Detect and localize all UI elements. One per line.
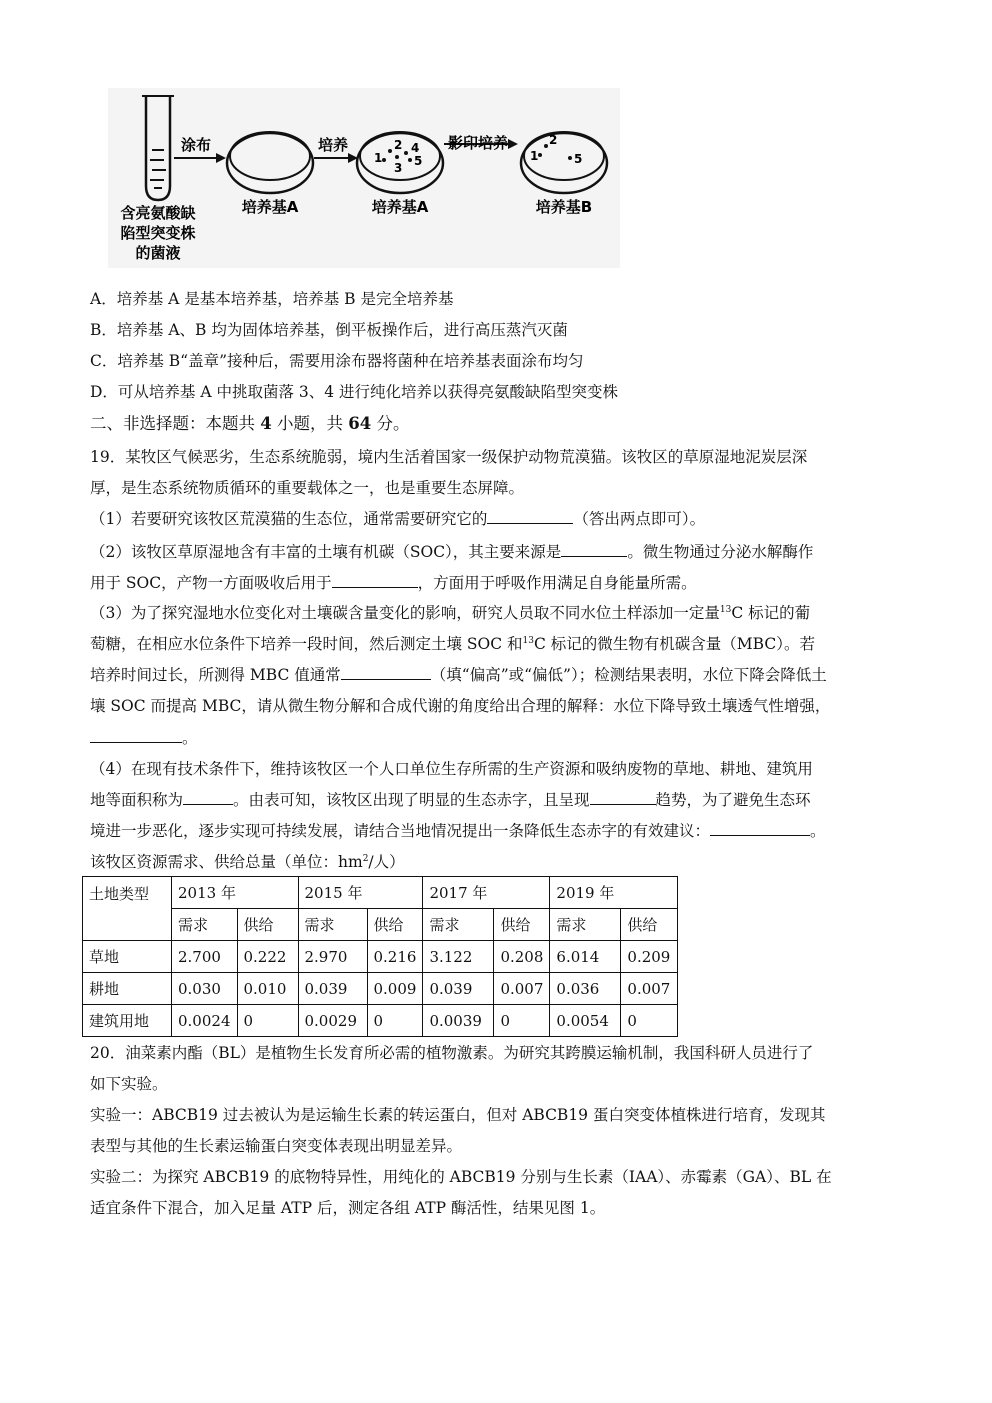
replica-plating-figure (108, 88, 620, 268)
dish2-colony-3: 3 (394, 161, 403, 175)
dish2-colony-1: 1 (374, 151, 383, 165)
q20-line-4: 表型与其他的生长素运输蛋白突变体表现出明显差异。 (90, 1137, 463, 1155)
table-cell: 0.222 (237, 941, 298, 973)
q19-p3e-text: 。 (182, 729, 198, 747)
table-title-text: 该牧区资源需求、供给总量（单位：hm (90, 853, 363, 871)
table-cell: 0.007 (494, 973, 550, 1005)
table-title-end: /人） (368, 853, 405, 871)
q19-part3-line3 (90, 665, 827, 685)
figure-svg (108, 88, 620, 268)
isotope-sup-2: 13 (522, 636, 534, 646)
table-cell: 0 (367, 1005, 423, 1037)
unit-sup: 2 (362, 854, 369, 864)
table-row (83, 973, 678, 1005)
table-cell: 0 (494, 1005, 550, 1037)
q19-p3b-text-end: C 标记的微生物有机碳含量（MBC）。若 (534, 635, 815, 653)
q19-p3-text: （3）为了探究湿地水位变化对土壤碳含量变化的影响，研究人员取不同水位土样添加一定量 (90, 604, 720, 622)
q19-part3-line1 (90, 603, 810, 623)
dish3-colony-5: 5 (574, 152, 583, 166)
table-cell: 6.014 (550, 941, 621, 973)
q19-p4b-text-2: 。由表可知，该牧区出现了明显的生态赤字，且呈现 (233, 791, 590, 809)
section-score: 64 (348, 414, 372, 433)
answer-blank-8[interactable] (710, 821, 810, 836)
dish2-colony-2: 2 (394, 138, 403, 152)
table-cell: 0.039 (423, 973, 494, 1005)
q20-line-3: 实验一：ABCB19 过去被认为是运输生长素的转运蛋白，但对 ABCB19 蛋白突变体植株进行培育，发现其 (90, 1106, 826, 1124)
q19-intro-2: 厚，是生态系统物质循环的重要载体之一，也是重要生态屏障。 (90, 479, 525, 497)
table-title (90, 852, 405, 872)
q19-p2-text-c: 用于 SOC，产物一方面吸收后用于 (90, 574, 332, 592)
tube-caption-2: 陷型突变株 (120, 224, 196, 242)
q19-p1-text: （1）若要研究该牧区荒漠猫的生态位，通常需要研究它的 (90, 510, 488, 528)
table-cell: 0.209 (621, 941, 678, 973)
table-cell: 0.0024 (172, 1005, 238, 1037)
table-corner-cell: 土地类型 (83, 877, 172, 941)
row-label: 耕地 (83, 973, 172, 1005)
table-cell: 0.0029 (298, 1005, 367, 1037)
table-cell: 2.700 (172, 941, 238, 973)
year-header: 2019 年 (550, 877, 678, 909)
q19-part1 (90, 509, 705, 529)
section-mid: 小题，共 (271, 414, 349, 433)
section-count: 4 (260, 414, 272, 433)
answer-blank-1[interactable] (487, 509, 573, 524)
q19-part3-line2 (90, 634, 815, 654)
q19-p4c-text-end: 。 (810, 822, 826, 840)
resource-table (82, 876, 678, 1037)
q19-p3c-text-end: （填“偏高”或“偏低”）；检测结果表明，水位下降会降低土 (430, 666, 827, 684)
q19-p4b-text: 地等面积称为 (90, 791, 184, 809)
q19-p2-text-d: ，方面用于呼吸作用满足自身能量所需。 (417, 574, 697, 592)
tube-caption-3: 的菌液 (135, 244, 181, 262)
sub-header: 需求 (550, 909, 621, 941)
q19-part4-line1: （4）在现有技术条件下，维持该牧区一个人口单位生存所需的生产资源和吸纳废物的草地、耕地、建筑用 (90, 760, 813, 778)
answer-blank-7[interactable] (590, 790, 656, 805)
q19-p2-text: （2）该牧区草原湿地含有丰富的土壤有机碳（SOC），其主要来源是 (90, 543, 562, 561)
q19-part4-line2 (90, 790, 811, 810)
dish2-colony-5: 5 (414, 154, 423, 168)
table-cell: 0 (621, 1005, 678, 1037)
table-cell: 0.009 (367, 973, 423, 1005)
q19-part4-line3 (90, 821, 826, 841)
year-header: 2013 年 (172, 877, 299, 909)
q19-p3c-text: 培养时间过长，所测得 MBC 值通常 (90, 666, 341, 684)
arrow1-label: 涂布 (180, 136, 212, 154)
sub-header: 需求 (298, 909, 367, 941)
dish3-label: 培养基B (535, 198, 593, 216)
table-subheader-row (83, 909, 678, 941)
sub-header: 需求 (172, 909, 238, 941)
table-cell: 0.036 (550, 973, 621, 1005)
q19-part3-line5 (90, 728, 198, 748)
sub-header: 供给 (621, 909, 678, 941)
option-b: B．培养基 A、B 均为固体培养基，倒平板操作后，进行高压蒸汽灭菌 (90, 321, 568, 339)
table-cell: 0.010 (237, 973, 298, 1005)
table-header-row (83, 877, 678, 909)
sub-header: 供给 (237, 909, 298, 941)
table-cell: 0.039 (298, 973, 367, 1005)
sub-header: 供给 (367, 909, 423, 941)
year-header: 2015 年 (298, 877, 423, 909)
table-cell: 0.216 (367, 941, 423, 973)
q19-p3b-text: 萄糖，在相应水位条件下培养一段时间，然后测定土壤 SOC 和 (90, 635, 523, 653)
section-pre: 二、非选择题：本题共 (90, 414, 261, 433)
sub-header: 供给 (494, 909, 550, 941)
arrow3-label: 影印培养 (447, 134, 509, 152)
tube-caption-1: 含亮氨酸缺 (120, 204, 196, 222)
table-cell: 0.0054 (550, 1005, 621, 1037)
answer-blank-3[interactable] (332, 573, 418, 588)
dish1-label: 培养基A (241, 198, 299, 216)
dish3-colony-2: 2 (549, 133, 558, 147)
table-cell: 0 (237, 1005, 298, 1037)
q20-line-6: 适宜条件下混合，加入足量 ATP 后，测定各组 ATP 酶活性，结果见图 1。 (90, 1199, 606, 1217)
table-cell: 0.030 (172, 973, 238, 1005)
option-c: C．培养基 B“盖章”接种后，需要用涂布器将菌种在培养基表面涂布均匀 (90, 352, 584, 370)
q20-line-5: 实验二：为探究 ABCB19 的底物特异性，用纯化的 ABCB19 分别与生长素（IAA）、赤霉素（GA）、BL 在 (90, 1168, 832, 1186)
dish2-colony-4: 4 (411, 141, 420, 155)
q19-part2-line1 (90, 542, 813, 562)
sub-header: 需求 (423, 909, 494, 941)
dish3-colony-1: 1 (530, 149, 539, 163)
option-a: A．培养基 A 是基本培养基，培养基 B 是完全培养基 (90, 290, 454, 308)
year-header: 2017 年 (423, 877, 550, 909)
q20-line-2: 如下实验。 (90, 1075, 168, 1093)
table-row (83, 941, 678, 973)
isotope-sup-1: 13 (719, 605, 732, 615)
q19-part2-line2 (90, 573, 697, 593)
q19-intro-1: 19．某牧区气候恶劣，生态系统脆弱，境内生活着国家一级保护动物荒漠猫。该牧区的草原湿地泥炭层深 (90, 448, 808, 466)
q20-line-1: 20．油菜素内酯（BL）是植物生长发育所必需的植物激素。为研究其跨膜运输机制，我国科研人员进行了 (90, 1044, 814, 1062)
table-cell: 3.122 (423, 941, 494, 973)
section-heading (90, 414, 409, 434)
row-label: 建筑用地 (83, 1005, 172, 1037)
table-cell: 2.970 (298, 941, 367, 973)
table-cell: 0.0039 (423, 1005, 494, 1037)
q19-p4b-text-3: 趋势，为了避免生态环 (655, 791, 811, 809)
q19-p1-hint: （答出两点即可）。 (573, 510, 706, 528)
table-row (83, 1005, 678, 1037)
answer-blank-4[interactable] (341, 665, 431, 680)
dish2-label: 培养基A (371, 198, 429, 216)
q19-p4c-text: 境进一步恶化，逐步实现可持续发展，请结合当地情况提出一条降低生态赤字的有效建议： (90, 822, 711, 840)
row-label: 草地 (83, 941, 172, 973)
table-cell: 0.208 (494, 941, 550, 973)
q19-p3-text-end: C 标记的葡 (731, 604, 811, 622)
answer-blank-5[interactable] (90, 728, 182, 743)
answer-blank-6[interactable] (183, 790, 233, 805)
answer-blank-2[interactable] (561, 542, 627, 557)
q19-part3-line4: 壤 SOC 而提高 MBC，请从微生物分解和合成代谢的角度给出合理的解释：水位下降导致土壤透气性增强， (90, 697, 831, 715)
arrow2-label: 培养 (317, 136, 349, 154)
table-cell: 0.007 (621, 973, 678, 1005)
option-d: D．可从培养基 A 中挑取菌落 3、4 进行纯化培养以获得亮氨酸缺陷型突变株 (90, 383, 619, 401)
section-post: 分。 (371, 414, 410, 433)
q19-p2-text-b: 。微生物通过分泌水解酶作 (627, 543, 814, 561)
